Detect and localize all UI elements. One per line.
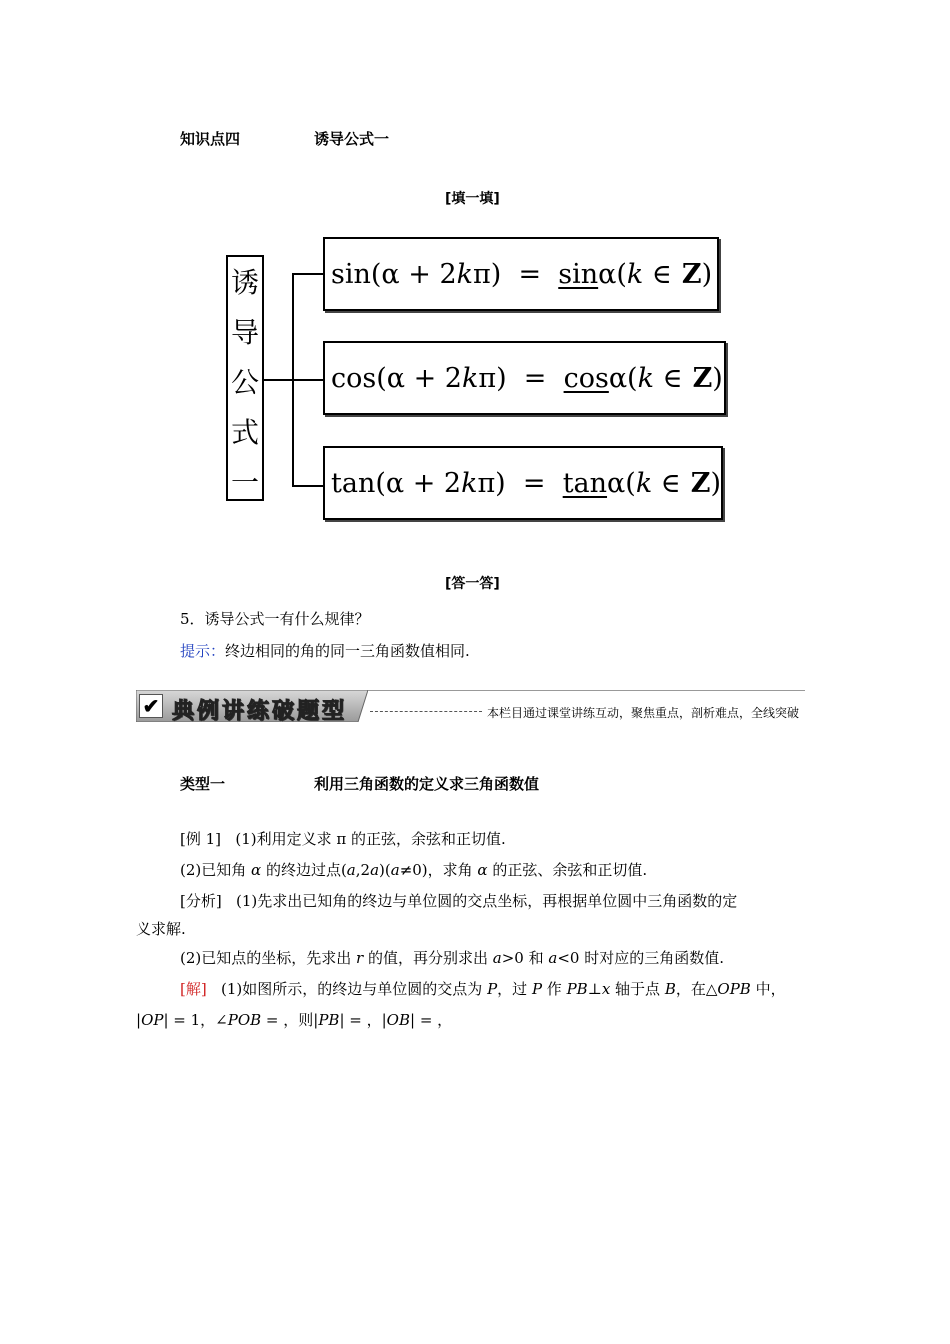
type-label: 类型一: [180, 775, 226, 793]
solution-line-2: |OP| = 1，∠POB = ，则|PB| = ，|OB| = ，: [136, 1011, 453, 1029]
banner-description: 本栏目通过课堂讲练互动，聚焦重点，剖析难点，全线突破: [487, 706, 800, 720]
question-text: 5．诱导公式一有什么规律？: [180, 610, 370, 628]
banner-title: 典例讲练破题型: [172, 699, 348, 724]
answer-heading: [答一答]: [445, 576, 500, 592]
vertical-char: 公: [230, 366, 259, 399]
analysis-line-3: (2)已知点的坐标，先求出 r 的值，再分别求出 a>0 和 a<0 时对应的三角函数值.: [180, 949, 724, 967]
analysis-line-2: 义求解.: [136, 920, 186, 938]
connector-line: [264, 379, 324, 381]
hint-label: 提示：: [180, 642, 226, 660]
connector-line: [292, 485, 324, 487]
vertical-char: 一: [230, 466, 259, 499]
banner-divider: [368, 690, 805, 691]
banner-dashed-line: [370, 711, 482, 712]
type-title: 利用三角函数的定义求三角函数值: [314, 775, 540, 793]
analysis-line-1: [分析] (1)先求出已知角的终边与单位圆的交点坐标，再根据单位圆中三角函数的定: [180, 892, 738, 910]
vertical-char: 诱: [230, 266, 259, 299]
formula-cos: cos (α + 2 k π) = cos α( k ∈ Z ): [323, 341, 726, 415]
vertical-char: 导: [230, 316, 259, 349]
example-line-2: (2)已知角 α 的终边过点(a,2a)(a≠0)，求角 α 的正弦、余弦和正切值.: [180, 861, 648, 879]
hint-text: 终边相同的角的同一三角函数值相同.: [225, 642, 470, 660]
fill-heading: [填一填]: [445, 191, 500, 207]
solution-line-1: [解] (1)如图所示，的终边与单位圆的交点为 P，过 P 作 PB⊥x 轴于点 B，在△OPB 中，: [180, 980, 786, 998]
formula-sin: sin (α + 2 k π) = sin α( k ∈ Z ): [323, 237, 719, 311]
section-title: 诱导公式一: [314, 130, 390, 148]
connector-line: [292, 273, 324, 275]
example-line-1: [例 1] (1)利用定义求 π 的正弦，余弦和正切值.: [180, 830, 506, 848]
checkmark-icon: ✔: [139, 694, 163, 718]
hint-line: [180, 641, 470, 661]
section-label: 知识点四: [180, 130, 241, 148]
example-label: [例 1]: [180, 830, 222, 848]
vertical-title-box: [226, 255, 264, 501]
solution-label: [解]: [180, 980, 207, 998]
vertical-char: 式: [230, 416, 259, 449]
connector-line: [292, 273, 294, 486]
analysis-label: [分析]: [180, 892, 222, 910]
formula-tan: tan (α + 2 k π) = tan α( k ∈ Z ): [323, 446, 723, 520]
